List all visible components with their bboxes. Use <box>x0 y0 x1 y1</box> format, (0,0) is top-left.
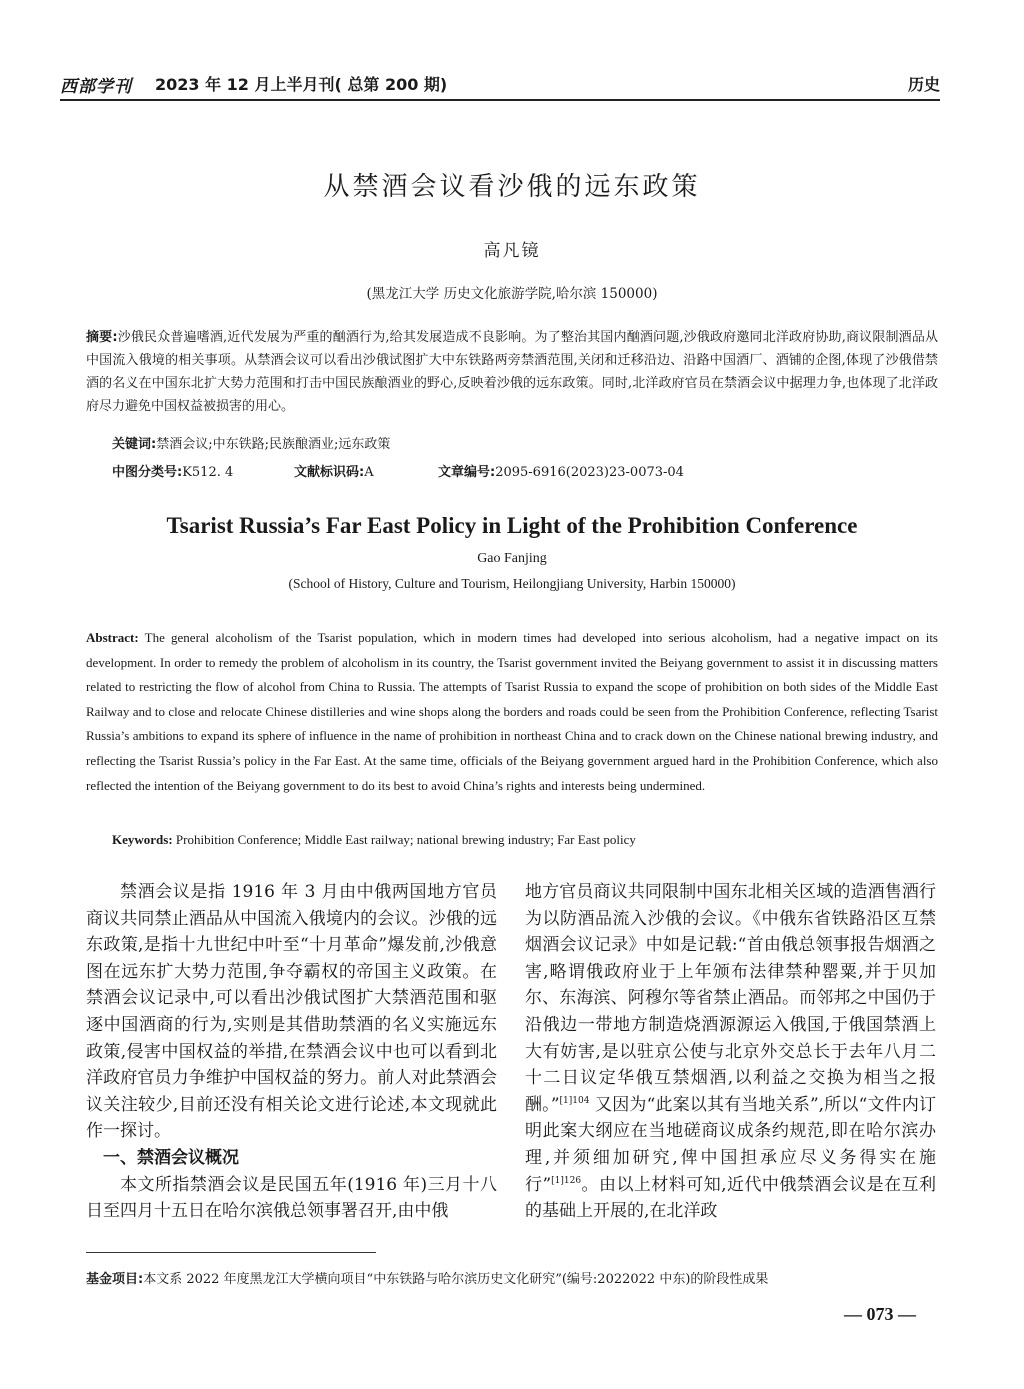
body-paragraph: 禁酒会议是指 1916 年 3 月由中俄两国地方官员商议共同禁止酒品从中国流入俄境内的会议。沙俄的远东政策,是指十九世纪中叶至“十月革命”爆发前,沙俄意图在远东扩大势力范围,争夺霸权的帝国主义政策。在禁酒会议记录中,可以看出沙俄试图扩大禁酒范围和驱逐中国酒商的行为,实则是其借助禁酒的名义实施远东政策,侵害中国权益的举措,在禁酒会议中也可以看到北洋政府官员力争维护中国权益的努力。前人对此禁酒会议关注较少,目前还没有相关论文进行论述,本文现就此作一探讨。 <box>86 882 497 1142</box>
title-cn: 从禁酒会议看沙俄的远东政策 <box>323 172 701 202</box>
author-en: Gao Fanjing <box>477 551 547 566</box>
journal-logo: 西部学刊 <box>60 77 132 97</box>
affiliation-en: (School of History, Culture and Tourism, Heilongjiang University, Harbin 150000) <box>288 576 736 591</box>
abstract-cn-label: 摘要: <box>86 330 118 345</box>
footnote-rule <box>86 1252 376 1253</box>
issue-info: 2023 年 12 月上半月刊( 总第 200 期) <box>155 75 448 94</box>
running-header <box>60 72 940 96</box>
section-heading: 一、禁酒会议概况 <box>103 1147 239 1168</box>
body-column-right <box>525 879 936 1225</box>
body-paragraph: 地方官员商议共同限制中国东北相关区域的造酒售酒行为以防酒品流入沙俄的会议。《中俄东省铁路沿区互禁烟酒会议记录》中如是记载:“首由俄总领事报告烟酒之害,略谓俄政府业于上年颁布法律禁种罂粟,并于贝加尔、东海滨、阿穆尔等省禁止酒品。而邻邦之中国仍于沿俄边一带地方制造烧酒源源运入俄国,于俄国禁酒上大有妨害,是以驻京公使与北京外交总长于去年八月二十二日议定华俄互禁烟酒,以利益之交换为相当之报酬。”$^{[1]104}$ 又因为“此案以其有当地关系”,所以“文件内订明此案大纲应在当地磋商议成条约规范,即在哈尔滨办理,并须细加研究,俾中国担承应尽义务得实在施行”$^{[1]126}$。由以上材料可知,近代中俄禁酒会议是在互利的基础上开展的,在北洋政 <box>525 882 936 1222</box>
doc-code: 文献标识码:A <box>294 465 374 480</box>
funding-text: 本文系 2022 年度黑龙江大学横向项目“中东铁路与哈尔滨历史文化研究”(编号:2022022 中东)的阶段性成果 <box>143 1272 769 1287</box>
page-number: — 073 — <box>844 1304 916 1324</box>
abstract-en <box>86 626 938 798</box>
classification-row <box>112 461 812 481</box>
keywords-cn <box>112 433 390 452</box>
keywords-en-label: Keywords: <box>112 832 173 847</box>
header-rule <box>60 99 940 101</box>
keywords-en <box>112 832 636 848</box>
keywords-en-text: Prohibition Conference; Middle East railway; national brewing industry; Far East policy <box>175 832 636 847</box>
citation: [1]104 <box>559 1095 590 1106</box>
keywords-cn-label: 关键词: <box>112 437 157 452</box>
keywords-cn-text: 禁酒会议;中东铁路;民族酿酒业;远东政策 <box>156 437 391 452</box>
abstract-cn-text: 沙俄民众普遍嗜酒,近代发展为严重的酗酒行为,给其发展造成不良影响。为了整治其国内酗酒问题,沙俄政府邀同北洋政府协助,商议限制酒品从中国流入俄境的相关事项。从禁酒会议可以看出沙俄试图扩大中东铁路两旁禁酒范围,关闭和迁移沿边、沿路中国酒厂、酒铺的企图,体现了沙俄借禁酒的名义在中国东北扩大势力范围和打击中国民族酿酒业的野心,反映着沙俄的远东政策。同时,北洋政府官员在禁酒会议中据理力争,也体现了北洋政府尽力避免中国权益被损害的用心。 <box>86 330 939 414</box>
section-label: 历史 <box>907 75 940 94</box>
abstract-en-label: Abstract: <box>86 630 139 645</box>
abstract-en-text: The general alcoholism of the Tsarist population, which in modern times had developed into serious alcoholism, had a negative impact on its development. In order to remedy the problem of alcoholism in its country, the Tsarist government invited the Beiyang government to assist it in discussing matters related to restricting the flow of alcohol from China to Russia. The attempts of Tsarist Russia to expand the scope of prohibition on both sides of the Middle East Railway and to close and relocate Chinese distilleries and wine shops along the borders and roads could be seen from the Prohibition Conference, reflecting Tsarist Russia’s ambitions to expand its sphere of influence in the name of prohibition in northeast China and to crack down on the Chinese national brewing industry, and reflecting the Tsarist Russia’s policy in the Far East. At the same time, officials of the Beiyang government argued hard in the Prohibition Conference, which also reflected the intention of the Beiyang government to do its best to avoid China’s rights and interests being undermined. <box>86 630 938 793</box>
abstract-cn <box>86 326 938 418</box>
body-paragraph: 本文所指禁酒会议是民国五年(1916 年)三月十八日至四月十五日在哈尔滨俄总领事署召开,由中俄 <box>86 1174 497 1222</box>
citation: [1]126 <box>551 1175 582 1186</box>
title-en: Tsarist Russia’s Far East Policy in Light of the Prohibition Conference <box>166 513 858 538</box>
article-number: 文章编号:2095-6916(2023)23-0073-04 <box>438 465 684 480</box>
author-cn: 高凡镜 <box>483 241 541 261</box>
funding-label: 基金项目: <box>86 1272 144 1287</box>
funding-note <box>86 1268 768 1287</box>
affiliation-cn: (黑龙江大学 历史文化旅游学院,哈尔滨 150000) <box>366 286 658 302</box>
body-column-left <box>86 879 497 1225</box>
clc-code: 中图分类号:K512. 4 <box>112 465 234 480</box>
